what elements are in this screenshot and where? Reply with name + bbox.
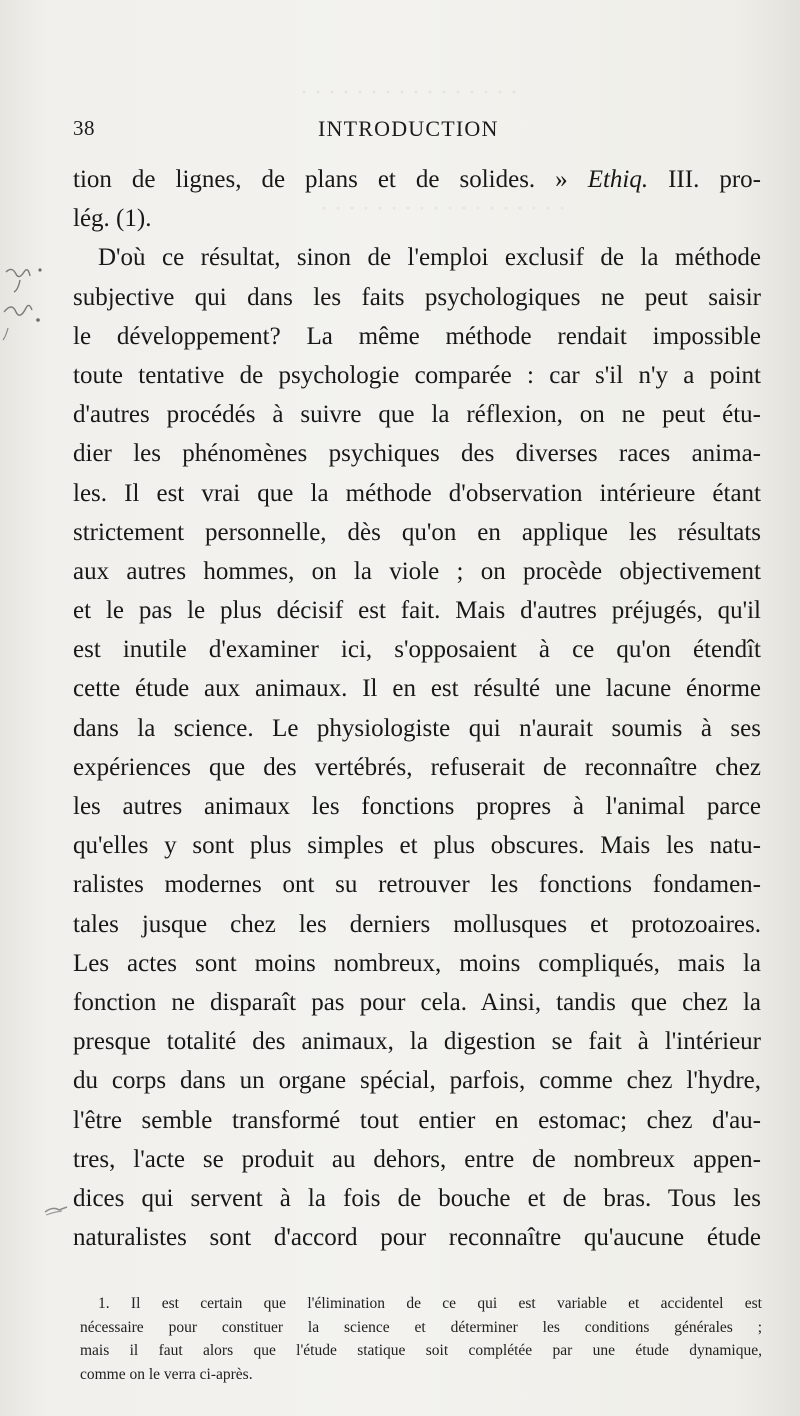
text-line: est inutile d'examiner ici, s'opposaient à ce qu'on étendît — [73, 636, 761, 664]
text-line: ralistes modernes ont su retrouver les fonctions fondamen- — [73, 871, 761, 899]
pencil-arrow-mark — [44, 1204, 70, 1218]
text-line: dans la science. Le physiologiste qui n'aurait soumis à ses — [73, 714, 761, 742]
text-line: tres, l'acte se produit au dehors, entre de nombreux appen- — [73, 1145, 761, 1173]
text-line: fonction ne disparaît pas pour cela. Ainsi, tandis que chez la — [73, 988, 761, 1016]
text-line: cette étude aux animaux. Il en est résulté une lacune énorme — [73, 675, 761, 703]
text-line: dices qui servent à la fois de bouche et de bras. Tous les — [73, 1184, 761, 1212]
footnote-line: 1. Il est certain que l'élimination de ce qui est variable et accidentel est — [98, 1295, 762, 1312]
text-line: lég. (1). — [73, 205, 152, 233]
page-header — [73, 116, 761, 148]
text-line: aux autres hommes, on la viole ; on procède objectivement — [73, 557, 761, 585]
text-line: d'autres procédés à suivre que la réflexion, on ne peut étu- — [73, 401, 761, 429]
text-line: le développement? La même méthode rendait impossible — [73, 322, 761, 350]
text-line: D'où ce résultat, sinon de l'emploi exclusif de la méthode — [98, 244, 761, 272]
text-line: Les actes sont moins nombreux, moins compliqués, mais la — [73, 949, 761, 977]
text-line: et le pas le plus décisif est fait. Mais d'autres préjugés, qu'il — [73, 597, 761, 625]
text-line: l'être semble transformé tout entier en estomac; chez d'au- — [73, 1106, 761, 1134]
text-line: les. Il est vrai que la méthode d'observation intérieure étant — [73, 479, 761, 507]
text-line: du corps dans un organe spécial, parfois, comme chez l'hydre, — [73, 1067, 761, 1095]
text-line: dier les phénomènes psychiques des diverses races anima- — [73, 440, 761, 468]
text-line: strictement personnelle, dès qu'on en applique les résultats — [73, 518, 761, 546]
pencil-marginalia — [0, 262, 50, 352]
show-through-texture: · · · · · · · · · · · · · · · · · · — [320, 196, 566, 222]
text-line: expériences que des vertébrés, refuserait de reconnaître chez — [73, 753, 761, 781]
text-line: qu'elles y sont plus simples et plus obscures. Mais les natu- — [73, 832, 761, 860]
text-line: les autres animaux les fonctions propres à l'animal parce — [73, 793, 761, 820]
text-line: toute tentative de psychologie comparée : car s'il n'y a point — [73, 361, 761, 389]
body-text — [73, 160, 761, 1257]
text-line: presque totalité des animaux, la digestion se fait à l'intérieur — [73, 1028, 761, 1056]
running-head: INTRODUCTION — [318, 116, 499, 141]
show-through-texture: · · · · · · · · · · · · · · · · — [300, 80, 518, 106]
footnote — [80, 1292, 762, 1386]
footnote-line: nécessaire pour constituer la science et déterminer les conditions générales ; — [80, 1318, 762, 1336]
footnote-line: comme on le verra ci-après. — [80, 1365, 253, 1383]
text-line: subjective qui dans les faits psychologiques ne peut saisir — [73, 283, 761, 311]
work-title: Ethiq. — [587, 166, 649, 193]
footnote-line: mais il faut alors que l'étude statique soit complétée par une étude dynamique, — [80, 1342, 762, 1359]
text-line: tion de lignes, de plans et de solides. » Ethiq. III. pro- — [73, 166, 761, 193]
text-line: naturalistes sont d'accord pour reconnaître qu'aucune étude — [73, 1224, 761, 1252]
text-line: tales jusque chez les derniers mollusques et protozoaires. — [73, 910, 761, 938]
page-number: 38 — [73, 116, 95, 140]
